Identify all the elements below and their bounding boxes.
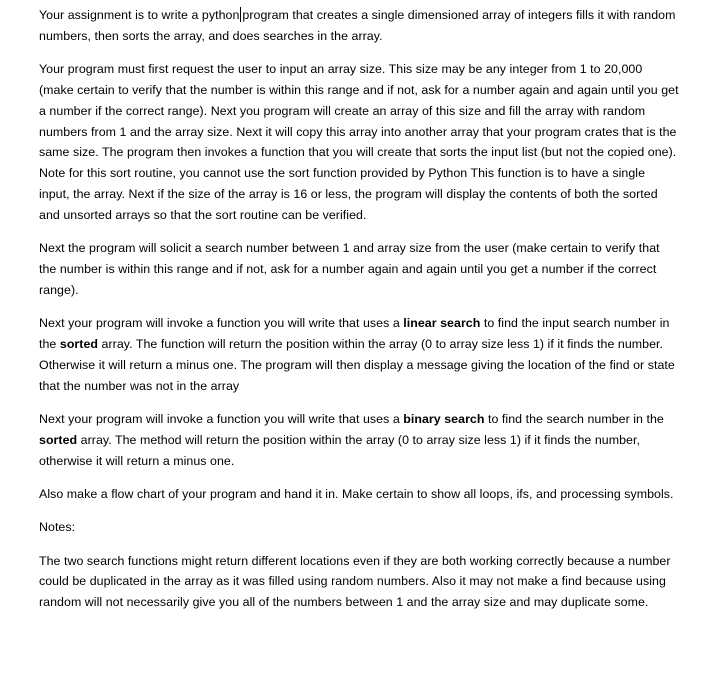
paragraph-search-number: Next the program will solicit a search number between 1 and array size from the user (make certain to verify that the number is within this range and if not, ask for a number again and again until you get a number if the correct range). [39,241,660,297]
paragraph-linear-search [39,313,679,396]
text-run: to find the input search number in the [39,316,670,351]
paragraph-binary-search [39,409,679,471]
text-run: array. The function will return the position within the array (0 to array size less 1) if it finds the number. Otherwise it will return a minus one. The program will then display a message giving the location of the find or state that the number was not in the array [39,336,675,393]
bold-sorted: sorted [59,336,99,351]
bold-sorted: sorted [39,432,78,447]
paragraph-notes: The two search functions might return different locations even if they are both working correctly because a number could be duplicated in the array as it was filled using random numbers. Also it may not make a find because using random will not necessarily give you all of the numbers between 1 and the array size and may duplicate some. [39,553,671,610]
text-run: Next your program will invoke a function you will write that uses a [39,411,404,426]
bold-binary-search: binary search [403,411,485,426]
paragraph-flow-chart: Also make a flow chart of your program and hand it in. Make certain to show all loops, ifs, and processing symbols. [39,486,674,501]
text-run: Your assignment is to write a python [39,8,240,22]
paragraph-notes-heading: Notes: [39,520,76,535]
text-run: array. The method will return the position within the array (0 to array size less 1) if it finds the number, otherwise it will return a minus one. [39,432,640,468]
text-run: to find the search number in the [484,411,664,426]
paragraph-assignment [39,5,679,47]
text-run: Next your program will invoke a function you will write that uses a [39,316,404,331]
document-body [39,5,679,626]
text-run: program that creates a single dimensioned array of integers fills it with random numbers, then sorts the array, and does searches in the array. [39,8,676,43]
paragraph-array-size: Your program must first request the user to input an array size. This size may be any integer from 1 to 20,000 (make certain to verify that the number is within this range and if not, ask for a number again and again until you get a number if the correct range). Next you program will create an array of this size and fill the array with random numbers from 1 and the array size. Next it will copy this array into another array that your program crates that is the same size. The program then invokes a function that you will create that sorts the input list (but not the copied one). Note for this sort routine, you cannot use the sort function provided by Python This function is to have a single input, the array. Next if the size of the array is 16 or less, the program will display the contents of both the sorted and unsorted arrays so that the sort routine can be verified. [39,62,679,222]
bold-linear-search: linear search [403,316,481,331]
